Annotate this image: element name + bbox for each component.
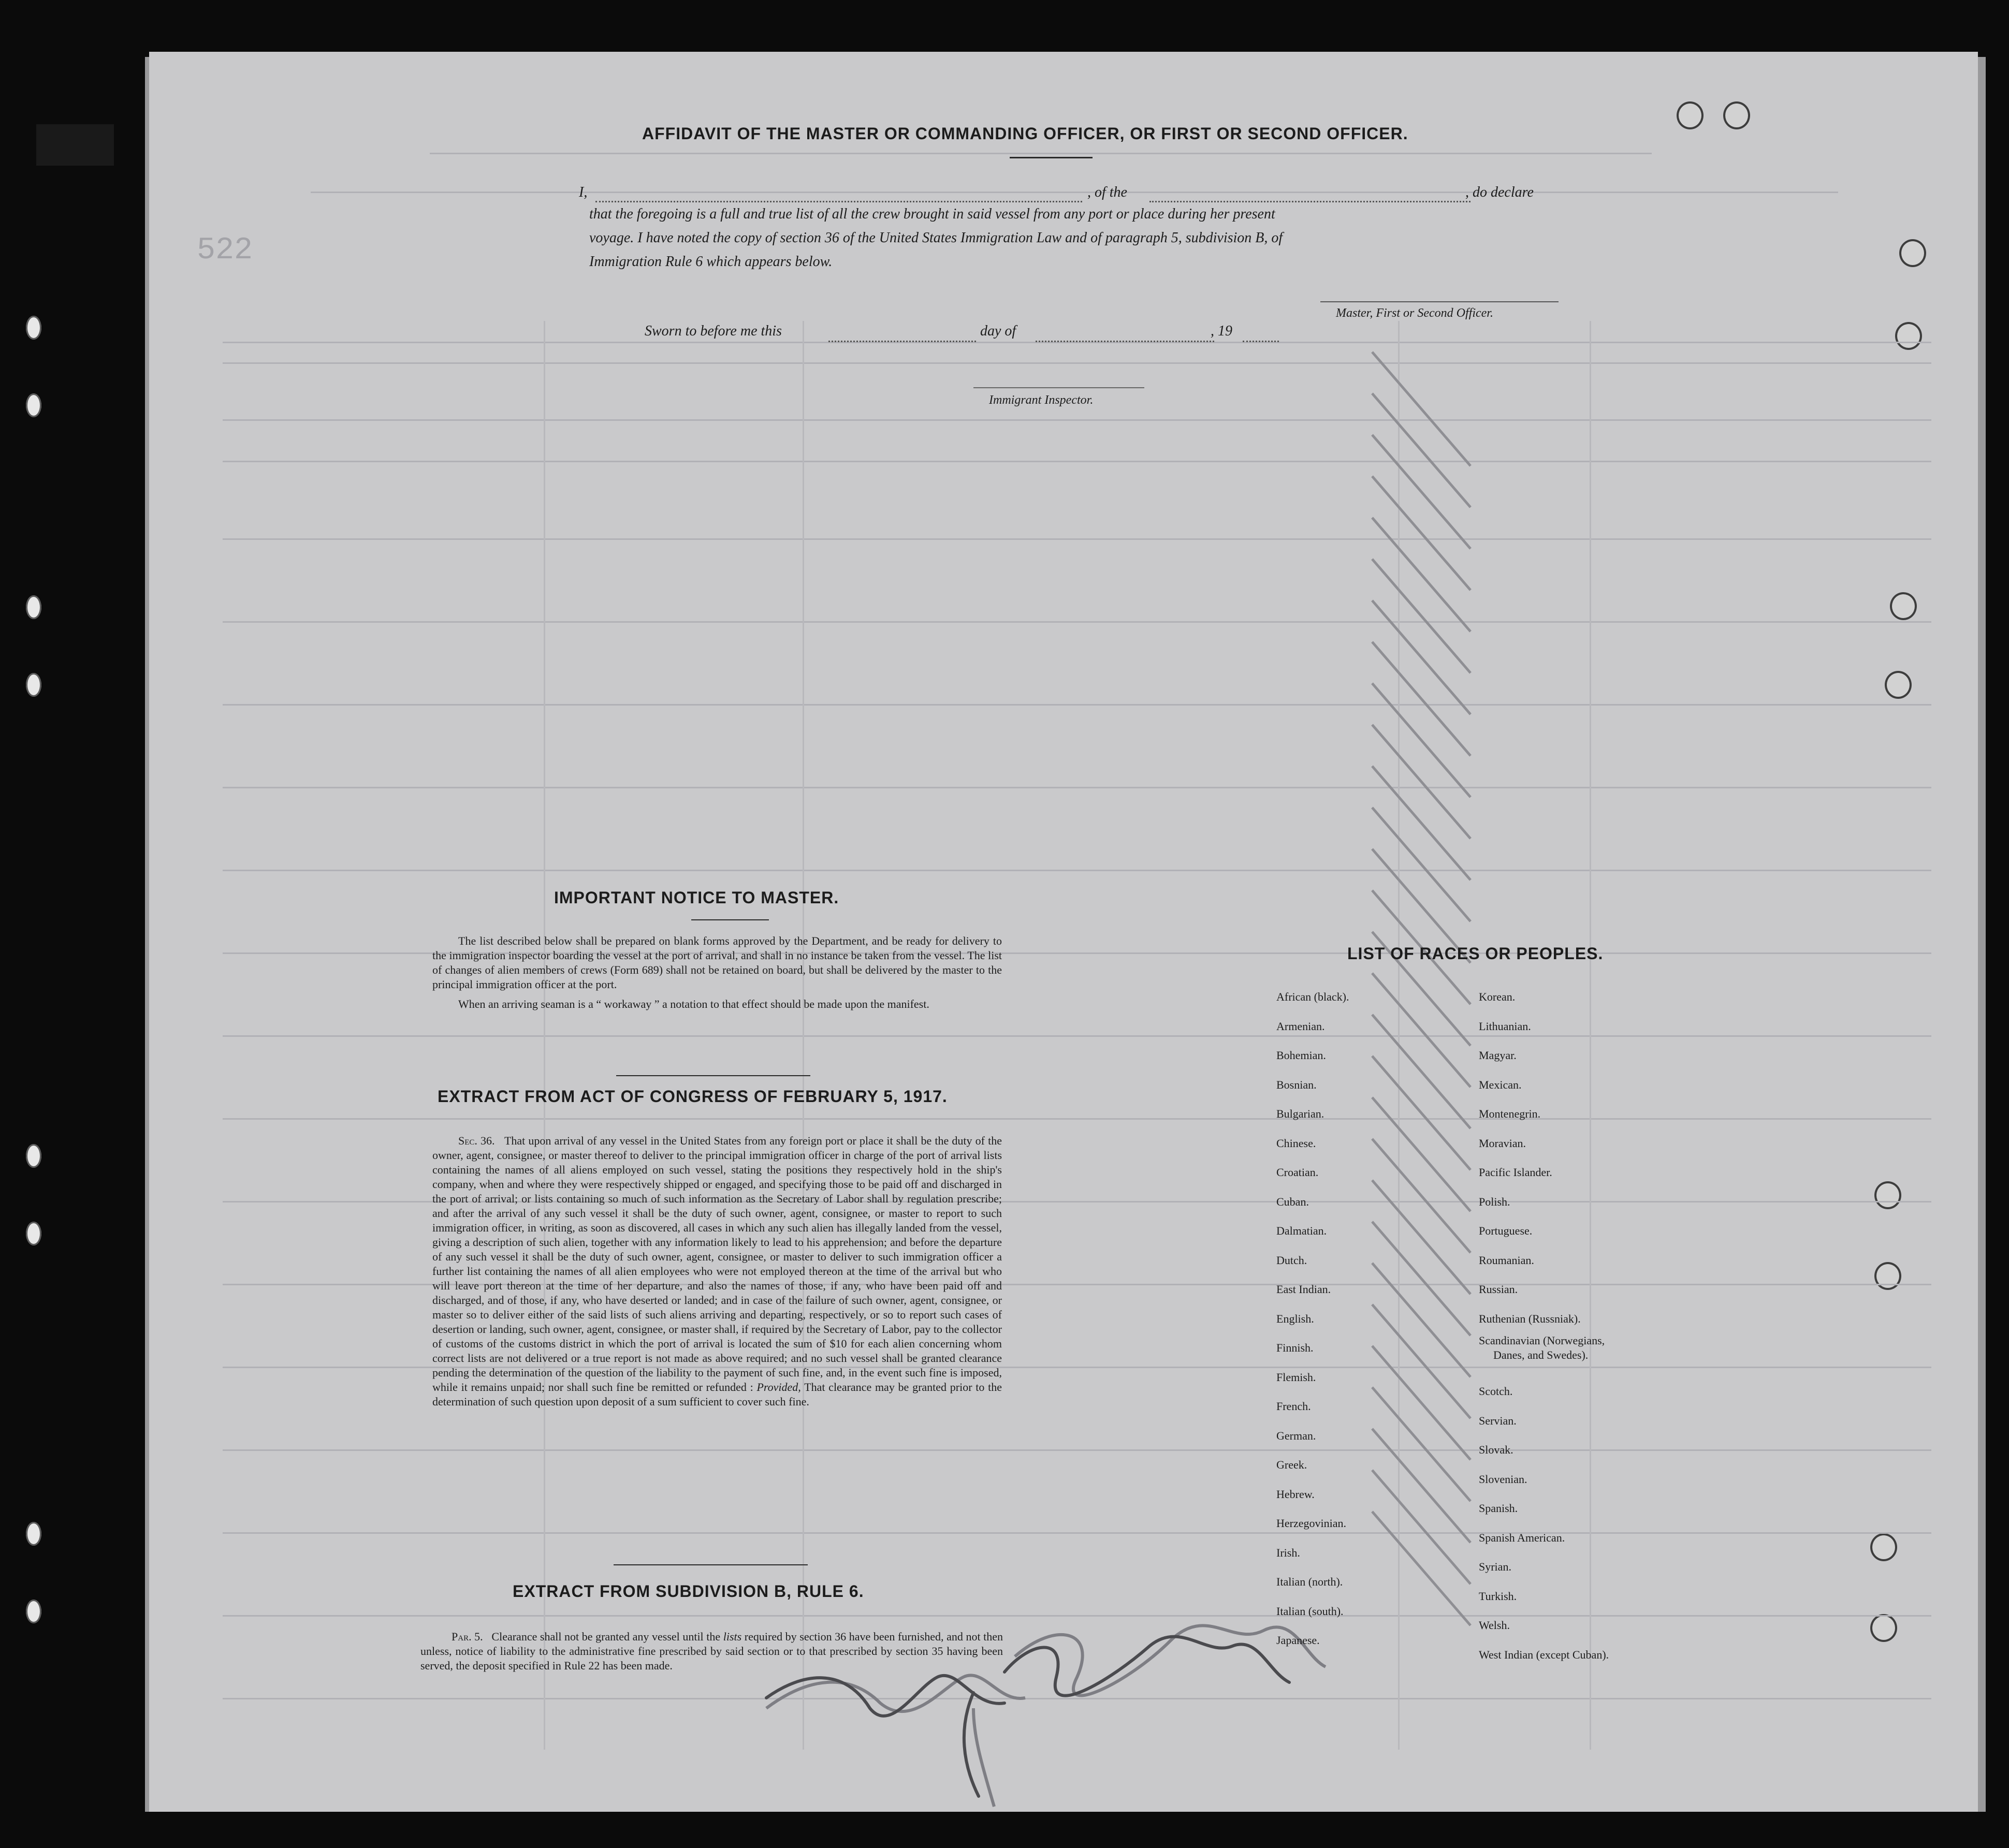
handwritten-signature (715, 1594, 1336, 1801)
race-list-item: Croatian. (1276, 1166, 1319, 1179)
race-list-item: Turkish. (1479, 1589, 1517, 1603)
year-label: , 19 (1211, 323, 1232, 339)
race-list-item: Flemish. (1276, 1370, 1316, 1384)
race-list-item: Scandinavian (Norwegians, (1479, 1334, 1605, 1347)
inspector-signature-line (973, 387, 1144, 388)
inspector-label: Immigrant Inspector. (989, 393, 1094, 407)
race-list-item: Spanish. (1479, 1502, 1518, 1515)
races-title: LIST OF RACES OR PEOPLES. (1347, 944, 1604, 963)
section-divider (614, 1564, 808, 1565)
race-list-item: Herzegovinian. (1276, 1517, 1346, 1530)
race-list-item: Portuguese. (1479, 1224, 1533, 1237)
race-list-item: Dalmatian. (1276, 1224, 1327, 1237)
race-list-item: Ruthenian (Russniak). (1479, 1312, 1581, 1325)
race-list-item: Lithuanian. (1479, 1019, 1531, 1033)
race-list-item: Slovenian. (1479, 1472, 1527, 1486)
race-list-item: Bulgarian. (1276, 1107, 1324, 1120)
notice-divider (691, 919, 769, 920)
race-list-item: African (black). (1276, 990, 1349, 1003)
race-list-item: Russian. (1479, 1283, 1518, 1296)
race-list-item: Italian (north). (1276, 1575, 1343, 1588)
notice-title: IMPORTANT NOTICE TO MASTER. (554, 888, 839, 907)
extract-rule-title: EXTRACT FROM SUBDIVISION B, RULE 6. (513, 1582, 864, 1601)
lists-word: lists (723, 1630, 742, 1643)
affidavit-of-the: , of the (1087, 184, 1127, 200)
race-list-item: Cuban. (1276, 1195, 1309, 1208)
race-list-item: English. (1276, 1312, 1314, 1325)
affidavit-i: I, (579, 184, 588, 200)
race-list-item: Irish. (1276, 1546, 1300, 1559)
race-list-item: German. (1276, 1429, 1316, 1442)
race-list-item: Spanish American. (1479, 1531, 1565, 1544)
affidavit-body-line-1: that the foregoing is a full and true list of all the crew brought in said vessel from any port or place during her present (589, 206, 1275, 222)
race-list-item: Slovak. (1479, 1443, 1513, 1456)
affidavit-body-line-2: voyage. I have noted the copy of section 36 of the United States Immigration Law and of paragraph 5, subdivision B, of (589, 230, 1283, 246)
race-list-item: Moravian. (1479, 1136, 1526, 1150)
races-right-column (1479, 982, 1609, 1669)
race-list-item: Pacific Islander. (1479, 1166, 1552, 1179)
race-list-item: Roumanian. (1479, 1253, 1534, 1267)
day-of-label: day of (980, 323, 1016, 339)
section-36-paragraph (432, 1134, 1002, 1409)
race-list-item: Chinese. (1276, 1136, 1316, 1150)
notice-text (432, 934, 1002, 1011)
race-list-item: French. (1276, 1400, 1311, 1413)
paragraph-label: Par. 5. (452, 1630, 483, 1643)
race-list-item: Polish. (1479, 1195, 1510, 1208)
paragraph-5-text-a: Clearance shall not be granted any vessel until the (491, 1630, 721, 1643)
extract-act-text (432, 1134, 1002, 1409)
extract-act-title: EXTRACT FROM ACT OF CONGRESS OF FEBRUARY 5, 1917. (438, 1087, 948, 1106)
race-list-item: Servian. (1479, 1414, 1517, 1427)
section-divider (616, 1075, 810, 1076)
race-list-item: Magyar. (1479, 1049, 1517, 1062)
race-list-item: Montenegrin. (1479, 1107, 1541, 1120)
race-list-item: Italian (south). (1276, 1604, 1344, 1618)
master-signature-line (1320, 301, 1559, 302)
section-label: Sec. 36. (458, 1134, 495, 1147)
race-list-item: Korean. (1479, 990, 1516, 1003)
name-blank (595, 201, 1082, 202)
race-list-item: West Indian (except Cuban). (1479, 1648, 1609, 1661)
races-left-column (1276, 982, 1349, 1655)
race-list-item: Welsh. (1479, 1619, 1510, 1632)
sworn-day-blank (828, 341, 976, 342)
master-signature-label: Master, First or Second Officer. (1336, 306, 1493, 320)
race-list-item: Finnish. (1276, 1341, 1314, 1354)
bleed-through-text: 522 (0, 0, 2009, 1848)
race-list-item: Japanese. (1276, 1634, 1320, 1647)
provided-word: Provided, (756, 1381, 801, 1394)
race-list-item: Mexican. (1479, 1078, 1522, 1091)
race-list-item: Bosnian. (1276, 1078, 1317, 1091)
paragraph-5-text-b: required by section 36 have been furnished, and not then unless, notice of liability to the administrative fine prescribed by said section or to that prescribed by section 35 having been served, the deposit specified in Rule 22 has been made. (420, 1630, 1003, 1672)
race-list-item: Bohemian. (1276, 1049, 1326, 1062)
vessel-blank (1149, 201, 1471, 202)
race-list-item: Hebrew. (1276, 1487, 1315, 1501)
sworn-label: Sworn to before me this (645, 323, 782, 339)
sworn-month-blank (1036, 341, 1214, 342)
race-list-item: Armenian. (1276, 1019, 1325, 1033)
title-divider (1010, 157, 1093, 158)
year-blank (1243, 341, 1279, 342)
race-list-item: Syrian. (1479, 1560, 1511, 1573)
race-list-item: East Indian. (1276, 1283, 1331, 1296)
race-list-item: Danes, and Swedes). (1493, 1348, 1589, 1361)
section-36-text: That upon arrival of any vessel in the United States from any foreign port or place it shall be the duty of the owner, agent, consignee, or master thereof to deliver to the principal immigration officer in charge of the port of arrival lists containing the names of all aliens employed on such vessel, stating the positions they respectively hold in the ship's company, when and where they were respectively shipped or engaged, and specifying those to be paid off and discharged in the port of arrival; or lists containing so much of such information as the Secretary of Labor shall by regulation prescribe; and after the arrival of any such vessel it shall be the duty of such owner, agent, consignee, or master to report to such immigration officer, in writing, as soon as discovered, all cases in which any such alien has illegally landed from the vessel, giving a description of such alien, together with any information likely to lead to his apprehension; and before the departure of any such vessel it shall be the duty of such owner, agent, consignee, or master to deliver to such immigration officer a further list containing the names of all alien employees who were not employed thereon at the time of the arrival but who will leave port thereon at the time of her departure, and also the names of those, if any, who have been paid off and discharged, and of those, if any, who have deserted or landed; and in case of the failure of such owner, agent, consignee, or master so to deliver either of the said lists of such aliens arriving and departing, respectively, or so to report such cases of desertion or landing, such owner, agent, consignee, or master shall, if required by the Secretary of Labor, pay to the collector of customs of the customs district in which the port of arrival is located the sum of $10 for each alien concerning whom correct lists are not delivered or a true report is not made as above required; and no such vessel shall be granted clearance pending the determination of the question of the liability to the payment of such fine, and, in the event such fine is imposed, while it remains unpaid; nor shall such fine be remitted or refunded : (432, 1134, 1002, 1394)
race-list-item: Dutch. (1276, 1253, 1307, 1267)
section-36-text-end: That clearance may be granted prior to the determination of such question upon deposit of a sum sufficient to cover such fine. (432, 1381, 1002, 1408)
notice-paragraph-1: The list described below shall be prepared on blank forms approved by the Department, and be ready for delivery to the immigration inspector boarding the vessel at the port of arrival, and shall in no instance be taken from the vessel. The list of changes of alien members of crews (Form 689) shall not be retained on board, but shall be delivered by the master to the principal immigration officer at the port. (432, 934, 1002, 991)
affidavit-do-declare: , do declare (1465, 184, 1534, 200)
affidavit-title: AFFIDAVIT OF THE MASTER OR COMMANDING OFFICER, OR FIRST OR SECOND OFFICER. (642, 124, 1408, 143)
affidavit-body-line-3: Immigration Rule 6 which appears below. (589, 254, 833, 270)
race-list-item: Scotch. (1479, 1385, 1513, 1398)
notice-paragraph-2: When an arriving seaman is a “ workaway ” a notation to that effect should be made upon the manifest. (458, 998, 929, 1010)
race-list-item: Greek. (1276, 1458, 1307, 1471)
